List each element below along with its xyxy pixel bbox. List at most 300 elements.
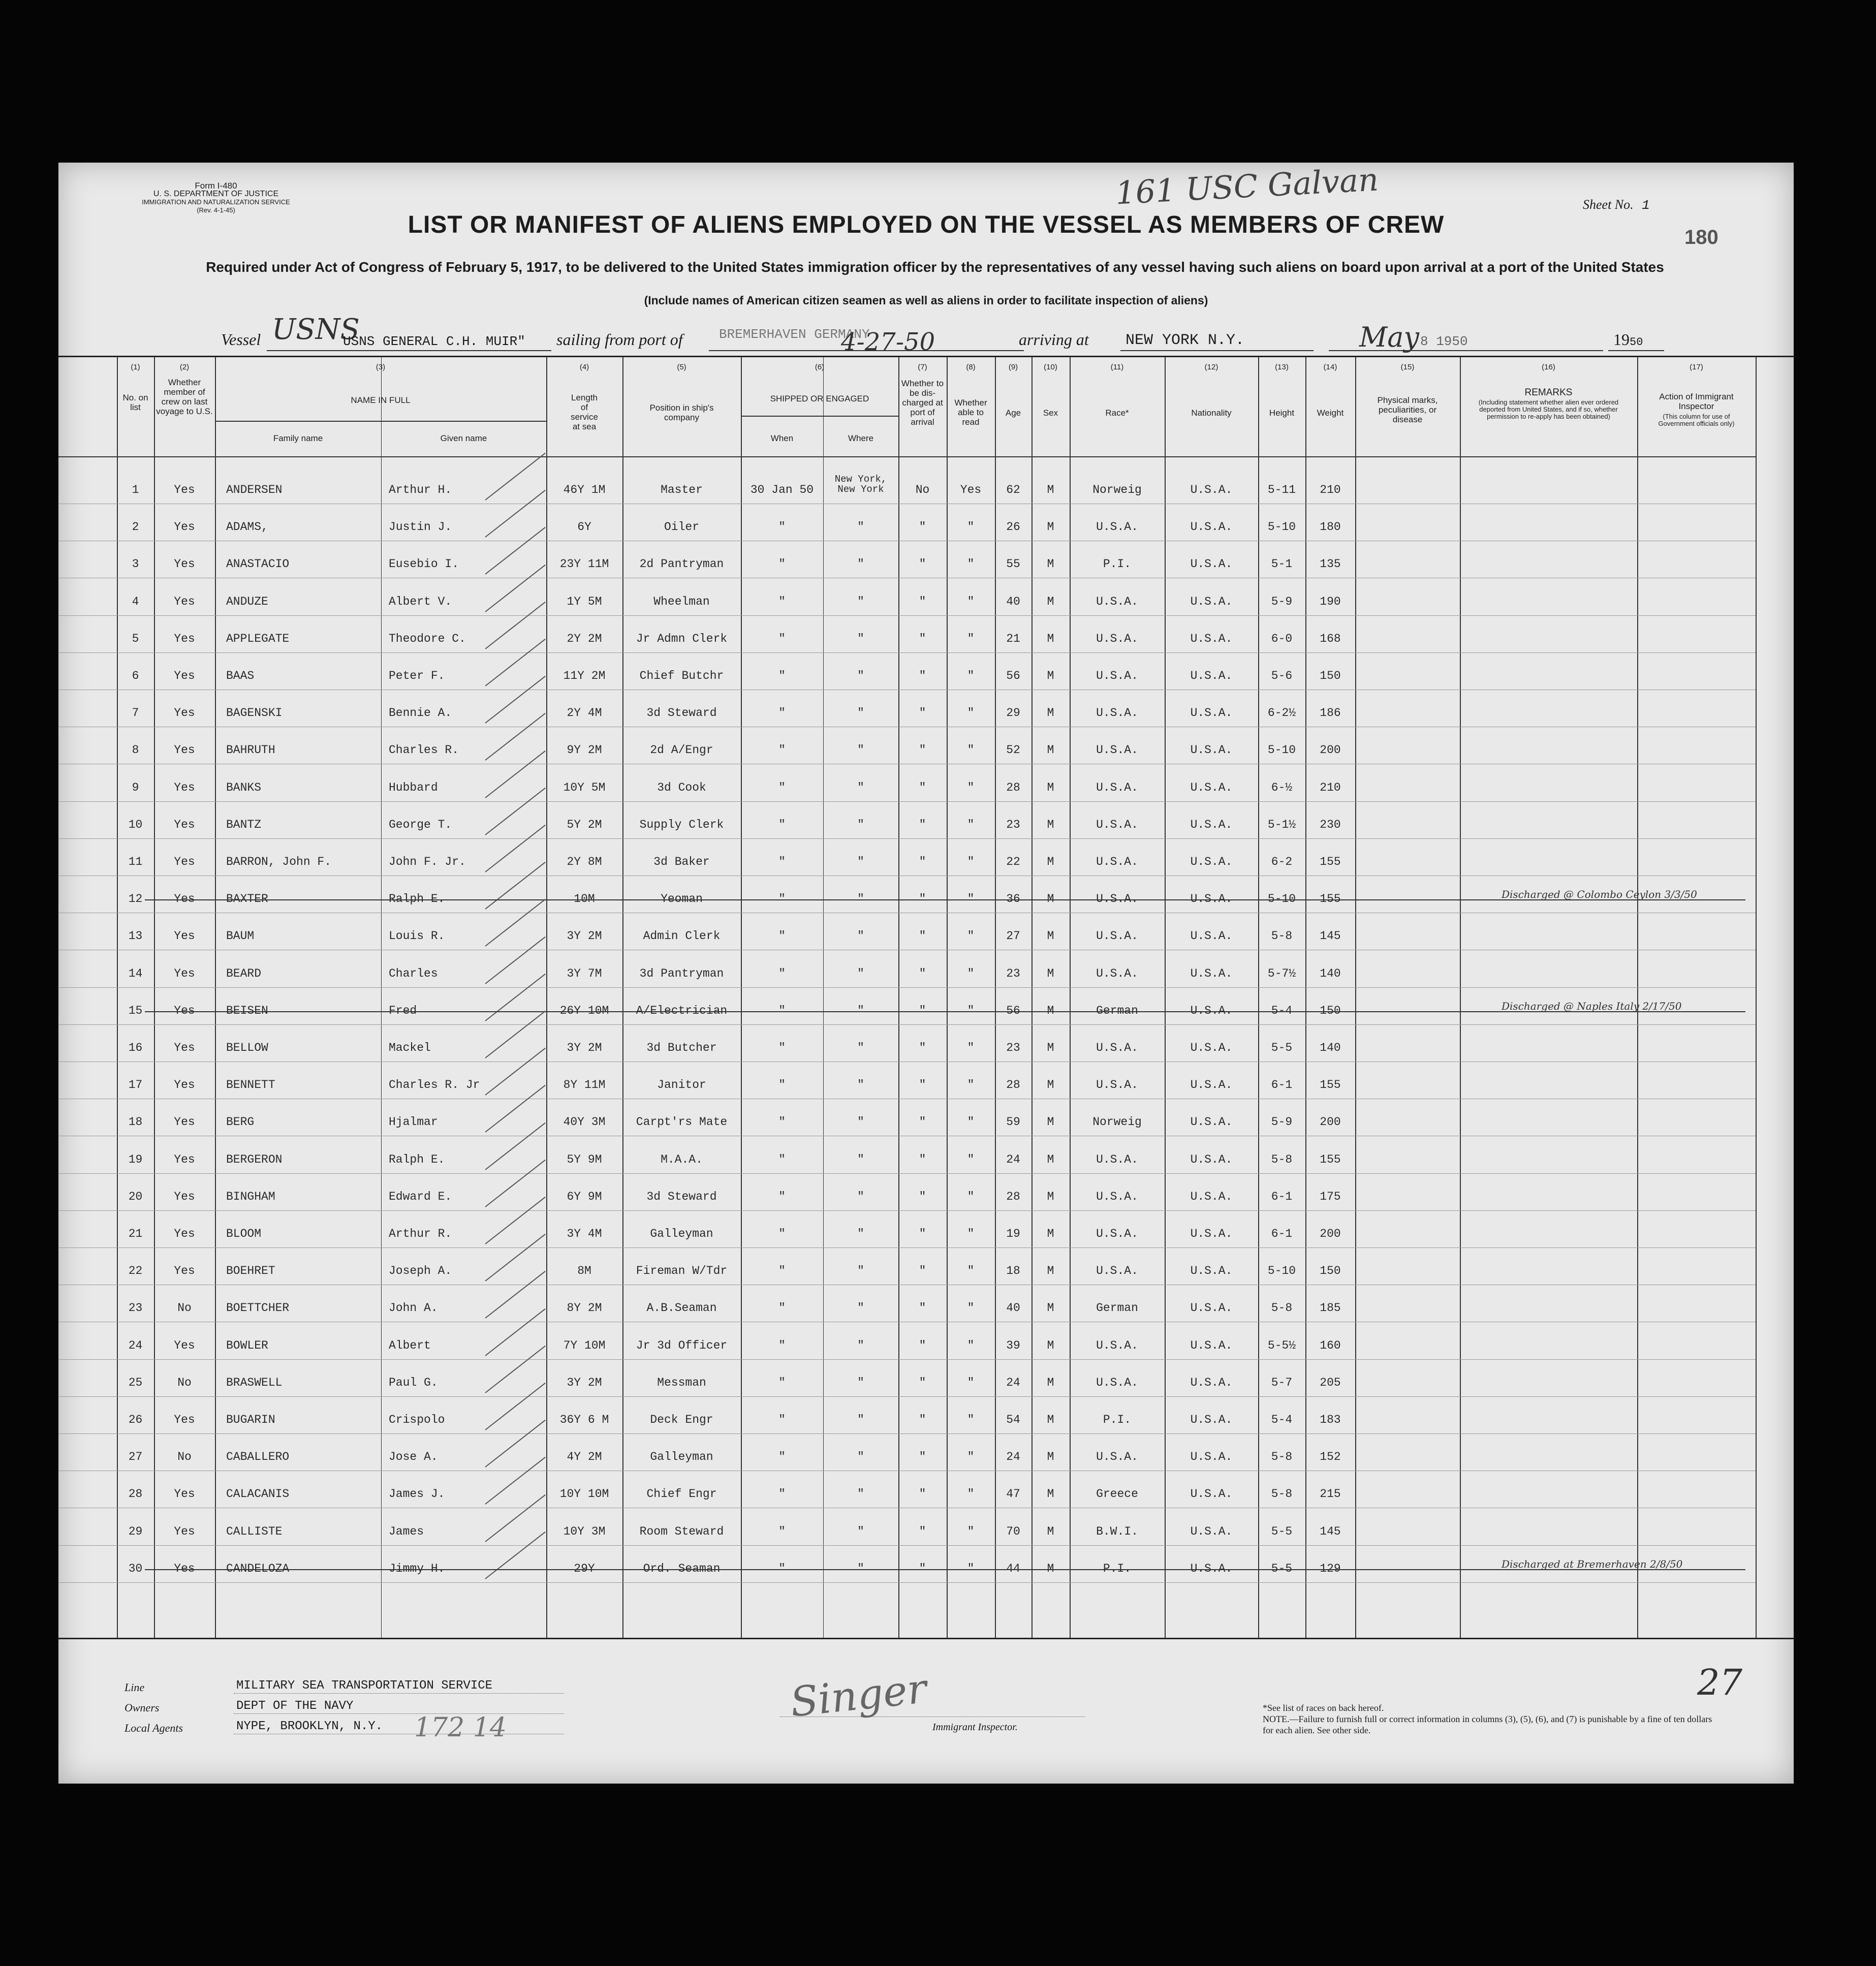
col-11-header: Race* [1105, 408, 1129, 418]
cell-service: 8Y 11M [563, 1078, 606, 1092]
cell-weight: 155 [1320, 1152, 1341, 1166]
col-2-header: Whether member of crew on last voyage to U.S. [156, 378, 213, 416]
cell-height: 5-5½ [1267, 1338, 1296, 1352]
cell-race: U.S.A. [1096, 781, 1138, 794]
cell-no: 9 [132, 781, 139, 794]
cell-when: " [778, 781, 786, 794]
cell-family: BAGENSKI [226, 706, 283, 720]
cell-weight: 140 [1320, 966, 1341, 980]
cell-dis: " [919, 1413, 926, 1426]
cell-weight: 205 [1320, 1376, 1341, 1389]
col-4-header: Length of service at sea [571, 393, 598, 431]
cell-family: BEISEN [226, 1004, 268, 1017]
cell-race: U.S.A. [1096, 632, 1138, 645]
cell-dis: " [919, 1264, 926, 1278]
cell-read: " [967, 1562, 975, 1575]
cell-weight: 152 [1320, 1450, 1341, 1464]
cell-position: Carpt'rs Mate [636, 1115, 728, 1129]
col-6-header: SHIPPED OR ENGAGED [770, 394, 869, 403]
col-3-number: (3) [376, 363, 386, 371]
cell-prev: Yes [174, 1004, 195, 1017]
cell-given: Arthur H. [389, 483, 452, 496]
cell-dis: " [919, 669, 926, 682]
cell-prev: Yes [174, 557, 195, 571]
page-number: 27 [1697, 1662, 1743, 1703]
cell-sex: M [1047, 1227, 1054, 1240]
cell-dis: " [919, 1524, 926, 1538]
cell-age: 59 [1006, 1115, 1020, 1129]
cell-when: " [778, 855, 786, 868]
cell-height: 6-1 [1271, 1190, 1293, 1203]
col-14-number: (14) [1323, 363, 1337, 371]
vessel-label: Vessel [221, 330, 261, 349]
cell-position: 3d Steward [646, 1190, 717, 1203]
vessel-line [58, 313, 1794, 356]
cell-where: " [857, 1524, 864, 1538]
cell-prev: Yes [174, 1524, 195, 1538]
cell-nat: U.S.A. [1190, 483, 1233, 496]
cell-prev: Yes [174, 706, 195, 720]
cell-prev: Yes [174, 966, 195, 980]
cell-position: M.A.A. [661, 1152, 703, 1166]
cell-no: 29 [128, 1524, 143, 1538]
cell-race: U.S.A. [1096, 1078, 1138, 1092]
cell-where: " [857, 1450, 864, 1464]
cell-family: APPLEGATE [226, 632, 290, 645]
cell-nat: U.S.A. [1190, 1450, 1233, 1464]
cell-dis: " [919, 1301, 926, 1315]
inspector-signature: Singer [788, 1665, 929, 1726]
col-3b-header: Given name [440, 433, 487, 443]
cell-read: " [967, 966, 975, 980]
cell-weight: 200 [1320, 743, 1341, 757]
cell-sex: M [1047, 743, 1054, 757]
cell-nat: U.S.A. [1190, 1338, 1233, 1352]
cell-position: Fireman W/Tdr [636, 1264, 728, 1278]
cell-service: 46Y 1M [563, 483, 606, 496]
cell-service: 2Y 4M [567, 706, 602, 720]
sailing-port: BREMERHAVEN GERMANY [719, 327, 870, 342]
cell-when: 30 Jan 50 [750, 483, 814, 496]
cell-family: BLOOM [226, 1227, 262, 1240]
cell-sex: M [1047, 632, 1054, 645]
cell-age: 29 [1006, 706, 1020, 720]
cell-given: Peter F. [389, 669, 445, 682]
cell-age: 24 [1006, 1450, 1020, 1464]
col-16-header: REMARKS [1524, 387, 1573, 398]
cell-given: Albert V. [389, 595, 452, 608]
cell-position: 3d Butcher [646, 1041, 717, 1054]
cell-read: " [967, 632, 975, 645]
cell-where: " [857, 1078, 864, 1092]
cell-nat: U.S.A. [1190, 1115, 1233, 1129]
cell-service: 10Y 3M [563, 1524, 606, 1538]
cell-height: 6-0 [1271, 632, 1293, 645]
cell-height: 5-10 [1267, 1264, 1296, 1278]
col-16-number: (16) [1542, 363, 1555, 371]
cell-family: ANDUZE [226, 595, 268, 608]
cell-given: Hjalmar [389, 1115, 438, 1129]
cell-given: Charles R. Jr [389, 1078, 480, 1092]
cell-no: 30 [128, 1562, 143, 1575]
cell-where: " [857, 1301, 864, 1315]
cell-given: Bennie A. [389, 706, 452, 720]
cell-sex: M [1047, 1301, 1054, 1315]
cell-position: Chief Engr [646, 1487, 717, 1501]
cell-read: " [967, 1152, 975, 1166]
cell-nat: U.S.A. [1190, 1524, 1233, 1538]
cell-dis: " [919, 1152, 926, 1166]
col-10-number: (10) [1044, 363, 1057, 371]
cell-race: German [1096, 1301, 1138, 1315]
cell-service: 3Y 4M [567, 1227, 602, 1240]
cell-age: 62 [1006, 483, 1020, 496]
cell-where: " [857, 1338, 864, 1352]
cell-age: 19 [1006, 1227, 1020, 1240]
cell-dis: " [919, 706, 926, 720]
cell-where: " [857, 1376, 864, 1389]
cell-prev: Yes [174, 1115, 195, 1129]
cell-family: CANDELOZA [226, 1562, 290, 1575]
cell-family: BAAS [226, 669, 255, 682]
cell-height: 5-6 [1271, 669, 1293, 682]
cell-given: Fred [389, 1004, 417, 1017]
cell-dis: " [919, 557, 926, 571]
cell-read: " [967, 1115, 975, 1129]
cell-family: BOEHRET [226, 1264, 275, 1278]
cell-read: " [967, 1524, 975, 1538]
cell-height: 6-1 [1271, 1078, 1293, 1092]
cell-when: " [778, 520, 786, 534]
cell-nat: U.S.A. [1190, 520, 1233, 534]
cell-weight: 230 [1320, 818, 1341, 831]
cell-nat: U.S.A. [1190, 1004, 1233, 1017]
cell-dis: " [919, 1487, 926, 1501]
cell-read: Yes [960, 483, 982, 496]
cell-read: " [967, 781, 975, 794]
cell-race: U.S.A. [1096, 855, 1138, 868]
col-12-header: Nationality [1191, 408, 1232, 418]
cell-no: 15 [128, 1004, 143, 1017]
cell-service: 3Y 7M [567, 966, 602, 980]
cell-no: 3 [132, 557, 139, 571]
cell-given: Ralph E. [389, 1152, 445, 1166]
cell-sex: M [1047, 1078, 1054, 1092]
agents-value: NYPE, BROOKLYN, N.Y. [236, 1720, 383, 1733]
cell-dis: " [919, 1190, 926, 1203]
crew-table [58, 356, 1794, 1639]
cell-weight: 210 [1320, 781, 1341, 794]
cell-given: Ralph E. [389, 892, 445, 906]
cell-height: 5-10 [1267, 520, 1296, 534]
cell-race: U.S.A. [1096, 818, 1138, 831]
cell-given: Hubbard [389, 781, 438, 794]
cell-position: Deck Engr [650, 1413, 713, 1426]
cell-sex: M [1047, 1487, 1054, 1501]
cell-when: " [778, 1301, 786, 1315]
cell-no: 1 [132, 483, 139, 496]
cell-height: 5-9 [1271, 595, 1293, 608]
cell-race: U.S.A. [1096, 1376, 1138, 1389]
cell-sex: M [1047, 520, 1054, 534]
cell-no: 25 [128, 1376, 143, 1389]
cell-service: 6Y 9M [567, 1190, 602, 1203]
cell-nat: U.S.A. [1190, 557, 1233, 571]
cell-read: " [967, 892, 975, 906]
cell-read: " [967, 1227, 975, 1240]
cell-read: " [967, 1004, 975, 1017]
cell-family: BERG [226, 1115, 255, 1129]
cell-read: " [967, 1190, 975, 1203]
cell-dis: " [919, 1004, 926, 1017]
cell-nat: U.S.A. [1190, 1078, 1233, 1092]
cell-position: Messman [657, 1376, 706, 1389]
cell-read: " [967, 1264, 975, 1278]
col-3a-header: Family name [273, 433, 323, 443]
cell-weight: 190 [1320, 595, 1341, 608]
cell-read: " [967, 818, 975, 831]
cell-position: A.B.Seaman [646, 1301, 717, 1315]
cell-when: " [778, 1338, 786, 1352]
cell-sex: M [1047, 892, 1054, 906]
cell-family: BENNETT [226, 1078, 275, 1092]
cell-no: 11 [128, 855, 143, 868]
cell-weight: 155 [1320, 1078, 1341, 1092]
cell-nat: U.S.A. [1190, 781, 1233, 794]
cell-where: " [857, 781, 864, 794]
arrival-date-handwritten: May [1359, 321, 1419, 353]
cell-prev: Yes [174, 1338, 195, 1352]
cell-read: " [967, 1301, 975, 1315]
cell-prev: Yes [174, 1487, 195, 1501]
cell-given: John F. Jr. [389, 855, 466, 868]
col-7-number: (7) [918, 363, 927, 371]
cell-race: U.S.A. [1096, 966, 1138, 980]
cell-service: 3Y 2M [567, 1376, 602, 1389]
cell-read: " [967, 1041, 975, 1054]
cell-given: Albert [389, 1338, 431, 1352]
cell-service: 40Y 3M [563, 1115, 606, 1129]
cell-no: 13 [128, 929, 143, 943]
cell-position: Admin Clerk [643, 929, 721, 943]
cell-height: 5-8 [1271, 1301, 1293, 1315]
cell-where: " [857, 520, 864, 534]
col-11-number: (11) [1110, 363, 1124, 371]
cell-dis: " [919, 632, 926, 645]
cell-age: 23 [1006, 818, 1020, 831]
cell-family: CABALLERO [226, 1450, 290, 1464]
cell-nat: U.S.A. [1190, 855, 1233, 868]
cell-age: 28 [1006, 1078, 1020, 1092]
cell-service: 3Y 2M [567, 1041, 602, 1054]
cell-race: U.S.A. [1096, 1450, 1138, 1464]
cell-when: " [778, 966, 786, 980]
cell-when: " [778, 1376, 786, 1389]
cell-race: B.W.I. [1096, 1524, 1138, 1538]
col-5-header: Position in ship's company [649, 403, 714, 422]
cell-family: ANASTACIO [226, 557, 290, 571]
cell-no: 18 [128, 1115, 143, 1129]
cell-given: Crispolo [389, 1413, 445, 1426]
cell-no: 4 [132, 595, 139, 608]
cell-service: 36Y 6 M [559, 1413, 609, 1426]
cell-given: Jimmy H. [389, 1562, 445, 1575]
cell-dis: " [919, 743, 926, 757]
cell-position: Jr 3d Officer [636, 1338, 728, 1352]
cell-family: BANTZ [226, 818, 262, 831]
cell-position: Oiler [664, 520, 699, 534]
cell-prev: Yes [174, 669, 195, 682]
cell-nat: U.S.A. [1190, 892, 1233, 906]
cell-service: 1Y 5M [567, 595, 602, 608]
cell-height: 5-8 [1271, 1450, 1293, 1464]
cell-weight: 155 [1320, 855, 1341, 868]
cell-family: BRASWELL [226, 1376, 283, 1389]
handwritten-note: 172 14 [414, 1712, 507, 1743]
cell-sex: M [1047, 1450, 1054, 1464]
cell-service: 10Y 5M [563, 781, 606, 794]
cell-race: U.S.A. [1096, 1152, 1138, 1166]
cell-height: 6-2½ [1267, 706, 1296, 720]
cell-height: 5-1½ [1267, 818, 1296, 831]
manifest-sheet [58, 163, 1794, 1784]
cell-weight: 140 [1320, 1041, 1341, 1054]
sheet-number-label: Sheet No. [1583, 197, 1634, 212]
cell-when: " [778, 1115, 786, 1129]
col-16-subheader: (Including statement whether alien ever ordered deported from United States, and if so, whether permission to re-apply has been obtained) [1478, 398, 1619, 420]
cell-given: James [389, 1524, 424, 1538]
cell-no: 20 [128, 1190, 143, 1203]
cell-position: 3d Steward [646, 706, 717, 720]
cell-where: " [857, 966, 864, 980]
handwritten-reference: 161 USC Galvan [1114, 161, 1380, 212]
cell-where: " [857, 669, 864, 682]
cell-family: ANDERSEN [226, 483, 283, 496]
cell-weight: 180 [1320, 520, 1341, 534]
col-8-header: Whether able to read [954, 398, 987, 427]
col-15-number: (15) [1400, 363, 1415, 371]
cell-position: Ord. Seaman [643, 1562, 721, 1575]
cell-position: Janitor [657, 1078, 706, 1092]
cell-service: 5Y 9M [567, 1152, 602, 1166]
cell-given: Louis R. [389, 929, 445, 943]
cell-age: 26 [1006, 520, 1020, 534]
cell-sex: M [1047, 1338, 1054, 1352]
cell-dis: " [919, 1041, 926, 1054]
cell-when: " [778, 1562, 786, 1575]
cell-height: 5-10 [1267, 743, 1296, 757]
cell-no: 21 [128, 1227, 143, 1240]
cell-service: 7Y 10M [563, 1338, 606, 1352]
arriving-label: arriving at [1019, 330, 1089, 349]
cell-given: Jose A. [389, 1450, 438, 1464]
cell-age: 23 [1006, 966, 1020, 980]
cell-nat: U.S.A. [1190, 1562, 1233, 1575]
cell-sex: M [1047, 669, 1054, 682]
cell-no: 28 [128, 1487, 143, 1501]
cell-dis: " [919, 966, 926, 980]
cell-dis: " [919, 855, 926, 868]
cell-where: " [857, 929, 864, 943]
cell-position: 3d Pantryman [639, 966, 724, 980]
cell-age: 28 [1006, 781, 1020, 794]
cell-when: " [778, 1152, 786, 1166]
cell-height: 5-7½ [1267, 966, 1296, 980]
cell-given: Charles [389, 966, 438, 980]
cell-sex: M [1047, 1376, 1054, 1389]
cell-family: CALLISTE [226, 1524, 283, 1538]
cell-position: 3d Cook [657, 781, 706, 794]
cell-age: 28 [1006, 1190, 1020, 1203]
page-subnote: (Include names of American citizen seamen as well as aliens in order to facilitate inspection of aliens) [644, 294, 1208, 307]
cell-sex: M [1047, 1524, 1054, 1538]
col-2-number: (2) [179, 363, 190, 371]
sailing-date-handwritten: 4-27-50 [841, 328, 935, 356]
cell-family: ADAMS, [226, 520, 268, 534]
cell-race: U.S.A. [1096, 743, 1138, 757]
cell-dis: " [919, 1115, 926, 1129]
cell-race: German [1096, 1004, 1138, 1017]
cell-height: 5-11 [1267, 483, 1296, 496]
cell-dis: " [919, 1227, 926, 1240]
cell-prev: No [177, 1450, 192, 1464]
col-1-header: No. on list [122, 393, 148, 412]
cell-race: U.S.A. [1096, 1041, 1138, 1054]
col-15-header: Physical marks, peculiarities, or disease [1377, 395, 1438, 424]
cell-prev: Yes [174, 1041, 195, 1054]
page-title: LIST OR MANIFEST OF ALIENS EMPLOYED ON THE VESSEL AS MEMBERS OF CREW [408, 211, 1445, 238]
cell-age: 39 [1006, 1338, 1020, 1352]
cell-dis: " [919, 1338, 926, 1352]
cell-race: Norweig [1092, 1115, 1142, 1129]
cell-no: 2 [132, 520, 139, 534]
cell-race: P.I. [1103, 1413, 1132, 1426]
cell-where: " [857, 1487, 864, 1501]
col-13-number: (13) [1275, 363, 1289, 371]
col-6b-header: Where [848, 433, 874, 443]
cell-no: 8 [132, 743, 139, 757]
cell-height: 6-½ [1271, 781, 1293, 794]
cell-no: 19 [128, 1152, 143, 1166]
cell-where: " [857, 1413, 864, 1426]
cell-weight: 129 [1320, 1562, 1341, 1575]
cell-sex: M [1047, 1115, 1054, 1129]
cell-sex: M [1047, 1152, 1054, 1166]
col-17-header: Action of Immigrant Inspector [1659, 392, 1734, 411]
cell-dis: " [919, 595, 926, 608]
row-remark: Discharged @ Naples Italy 2/17/50 [1502, 1000, 1682, 1012]
cell-read: " [967, 557, 975, 571]
cell-family: BOETTCHER [226, 1301, 290, 1315]
cell-weight: 183 [1320, 1413, 1341, 1426]
cell-service: 5Y 2M [567, 818, 602, 831]
footer-notes [1263, 1702, 1720, 1736]
cell-height: 5-5 [1271, 1041, 1293, 1054]
cell-dis: " [919, 520, 926, 534]
col-14-header: Weight [1317, 408, 1344, 418]
cell-family: BEARD [226, 966, 262, 980]
cell-prev: Yes [174, 1152, 195, 1166]
cell-height: 5-7 [1271, 1376, 1293, 1389]
cell-read: " [967, 855, 975, 868]
cell-service: 8M [577, 1264, 591, 1278]
cell-where: " [857, 1152, 864, 1166]
cell-age: 44 [1006, 1562, 1020, 1575]
cell-where: " [857, 855, 864, 868]
cell-no: 16 [128, 1041, 143, 1054]
races-note: *See list of races on back hereof. [1263, 1703, 1384, 1713]
page-stamp: 180 [1684, 226, 1718, 248]
